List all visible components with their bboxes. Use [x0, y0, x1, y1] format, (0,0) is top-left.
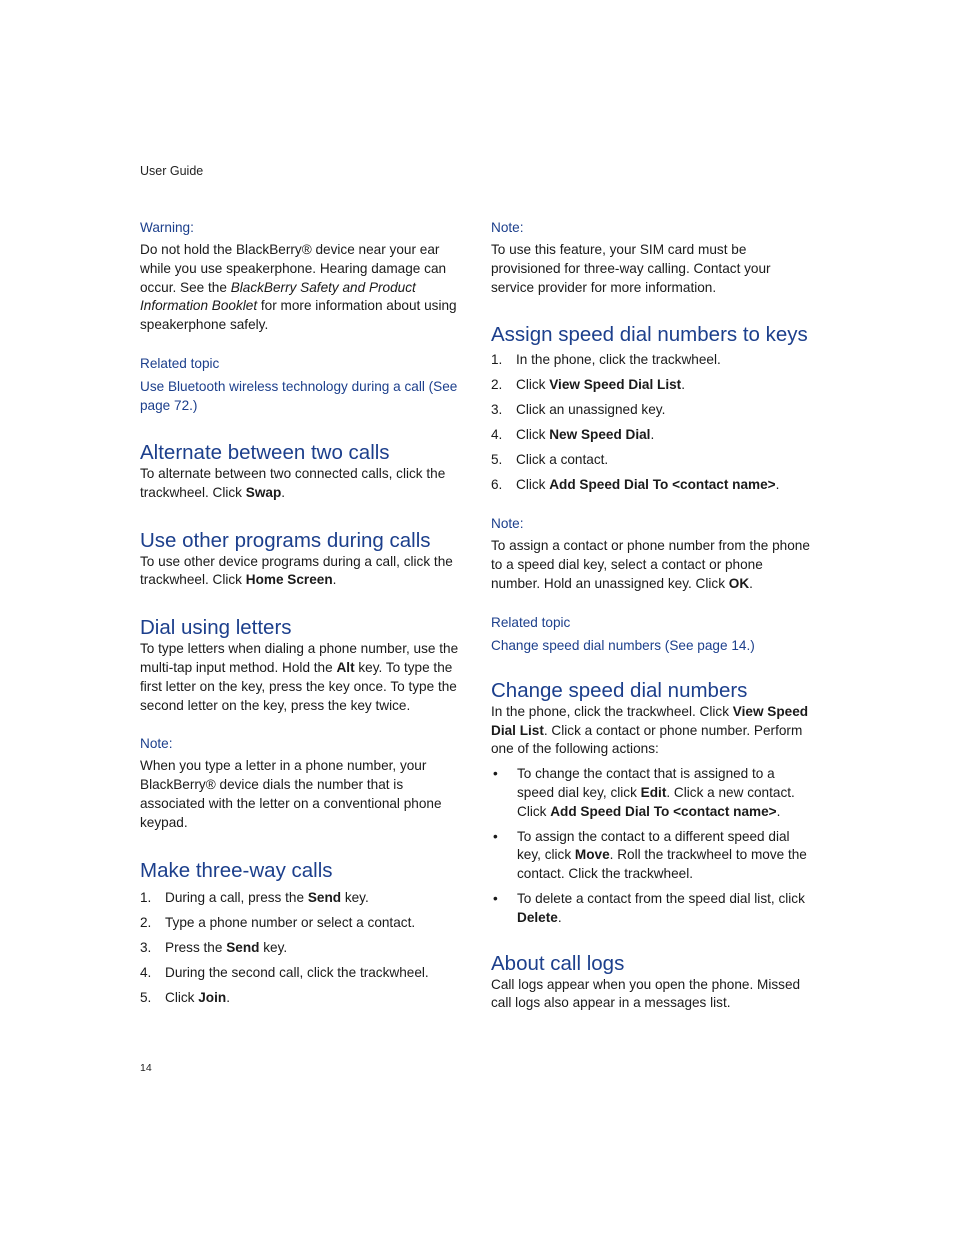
right-column [491, 219, 813, 1013]
list-item: 2. Click View Speed Dial List. [491, 377, 685, 393]
change-speed-dial-options [491, 765, 813, 927]
heading-other-programs: Use other programs during calls [140, 528, 431, 552]
heading-about-call-logs: About call logs [491, 951, 625, 975]
list-item: • To assign the contact to a different speed dial key, click Move. Roll the trackwheel to move the contact. Click the trackwheel. [493, 828, 807, 882]
related-topic-label: Related topic [491, 614, 571, 630]
alternate-calls-text: To alternate between two connected calls, click the trackwheel. Click Swap. [140, 465, 446, 500]
heading-three-way-calls: Make three-way calls [140, 858, 333, 882]
list-item: 4. Click New Speed Dial. [491, 427, 655, 443]
heading-assign-speed-dial: Assign speed dial numbers to keys [491, 323, 808, 347]
running-header: User Guide [140, 164, 204, 178]
related-topic-label: Related topic [140, 355, 220, 371]
heading-alternate-calls: Alternate between two calls [140, 440, 390, 464]
list-item: 1. During a call, press the Send key. [140, 889, 369, 905]
change-speed-dial-link[interactable]: Change speed dial numbers (See page 14.) [491, 637, 755, 653]
list-item: 6. Click Add Speed Dial To <contact name>. [491, 477, 780, 493]
warning-text: Do not hold the BlackBerry® device near your ear while you use speakerphone. Hearing damage can occur. See the BlackBerry Safety and Product Information Booklet for more information about using speakerphone safely. [140, 242, 457, 333]
change-speed-dial-intro: In the phone, click the trackwheel. Click View Speed Dial List. Click a contact or phone number. Perform one of the following actions: [491, 703, 809, 757]
heading-dial-letters: Dial using letters [140, 616, 292, 640]
note-text: To use this feature, your SIM card must be provisioned for three-way calling. Contact your service provider for more information. [491, 242, 771, 295]
assign-speed-dial-steps [491, 351, 813, 494]
three-way-steps [140, 889, 462, 1007]
warning-label: Warning: [140, 220, 194, 235]
note-label: Note: [491, 220, 524, 235]
call-logs-text: Call logs appear when you open the phone. Missed call logs also appear in a messages list. [491, 976, 801, 1011]
heading-change-speed-dial: Change speed dial numbers [491, 678, 748, 702]
list-item: 1. In the phone, click the trackwheel. [491, 352, 721, 368]
list-item: • To change the contact that is assigned to a speed dial key, click Edit. Click a new contact. Click Add Speed Dial To <contact name>. [493, 766, 795, 819]
list-item: 4. During the second call, click the trackwheel. [140, 964, 429, 980]
note-label: Note: [491, 516, 524, 532]
list-item: 5. Click a contact. [491, 452, 609, 468]
list-item: 3. Click an unassigned key. [491, 402, 666, 418]
bluetooth-link[interactable]: Use Bluetooth wireless technology during a call (See page 72.) [140, 378, 458, 413]
note-text: When you type a letter in a phone number, your BlackBerry® device dials the number that is associated with the letter on a conventional phone keypad. [140, 758, 442, 830]
left-column [140, 219, 462, 1014]
list-item: 2. Type a phone number or select a contact. [140, 914, 416, 930]
note-text: To assign a contact or phone number from the phone to a speed dial key, select a contact or phone number. Hold an unassigned key. Click OK. [491, 538, 810, 591]
dial-letters-text: To type letters when dialing a phone number, use the multi-tap input method. Hold the Alt key. To type the first letter on the key, press the key once. To type the second letter on the key, press the key twice. [140, 641, 459, 713]
list-item: 3. Press the Send key. [140, 939, 288, 955]
other-programs-text: To use other device programs during a call, click the trackwheel. Click Home Screen. [140, 553, 453, 588]
note-label: Note: [140, 736, 173, 752]
list-item: • To delete a contact from the speed dial list, click Delete. [493, 890, 805, 925]
list-item: 5. Click Join. [140, 989, 230, 1005]
page-number: 14 [140, 1062, 152, 1074]
